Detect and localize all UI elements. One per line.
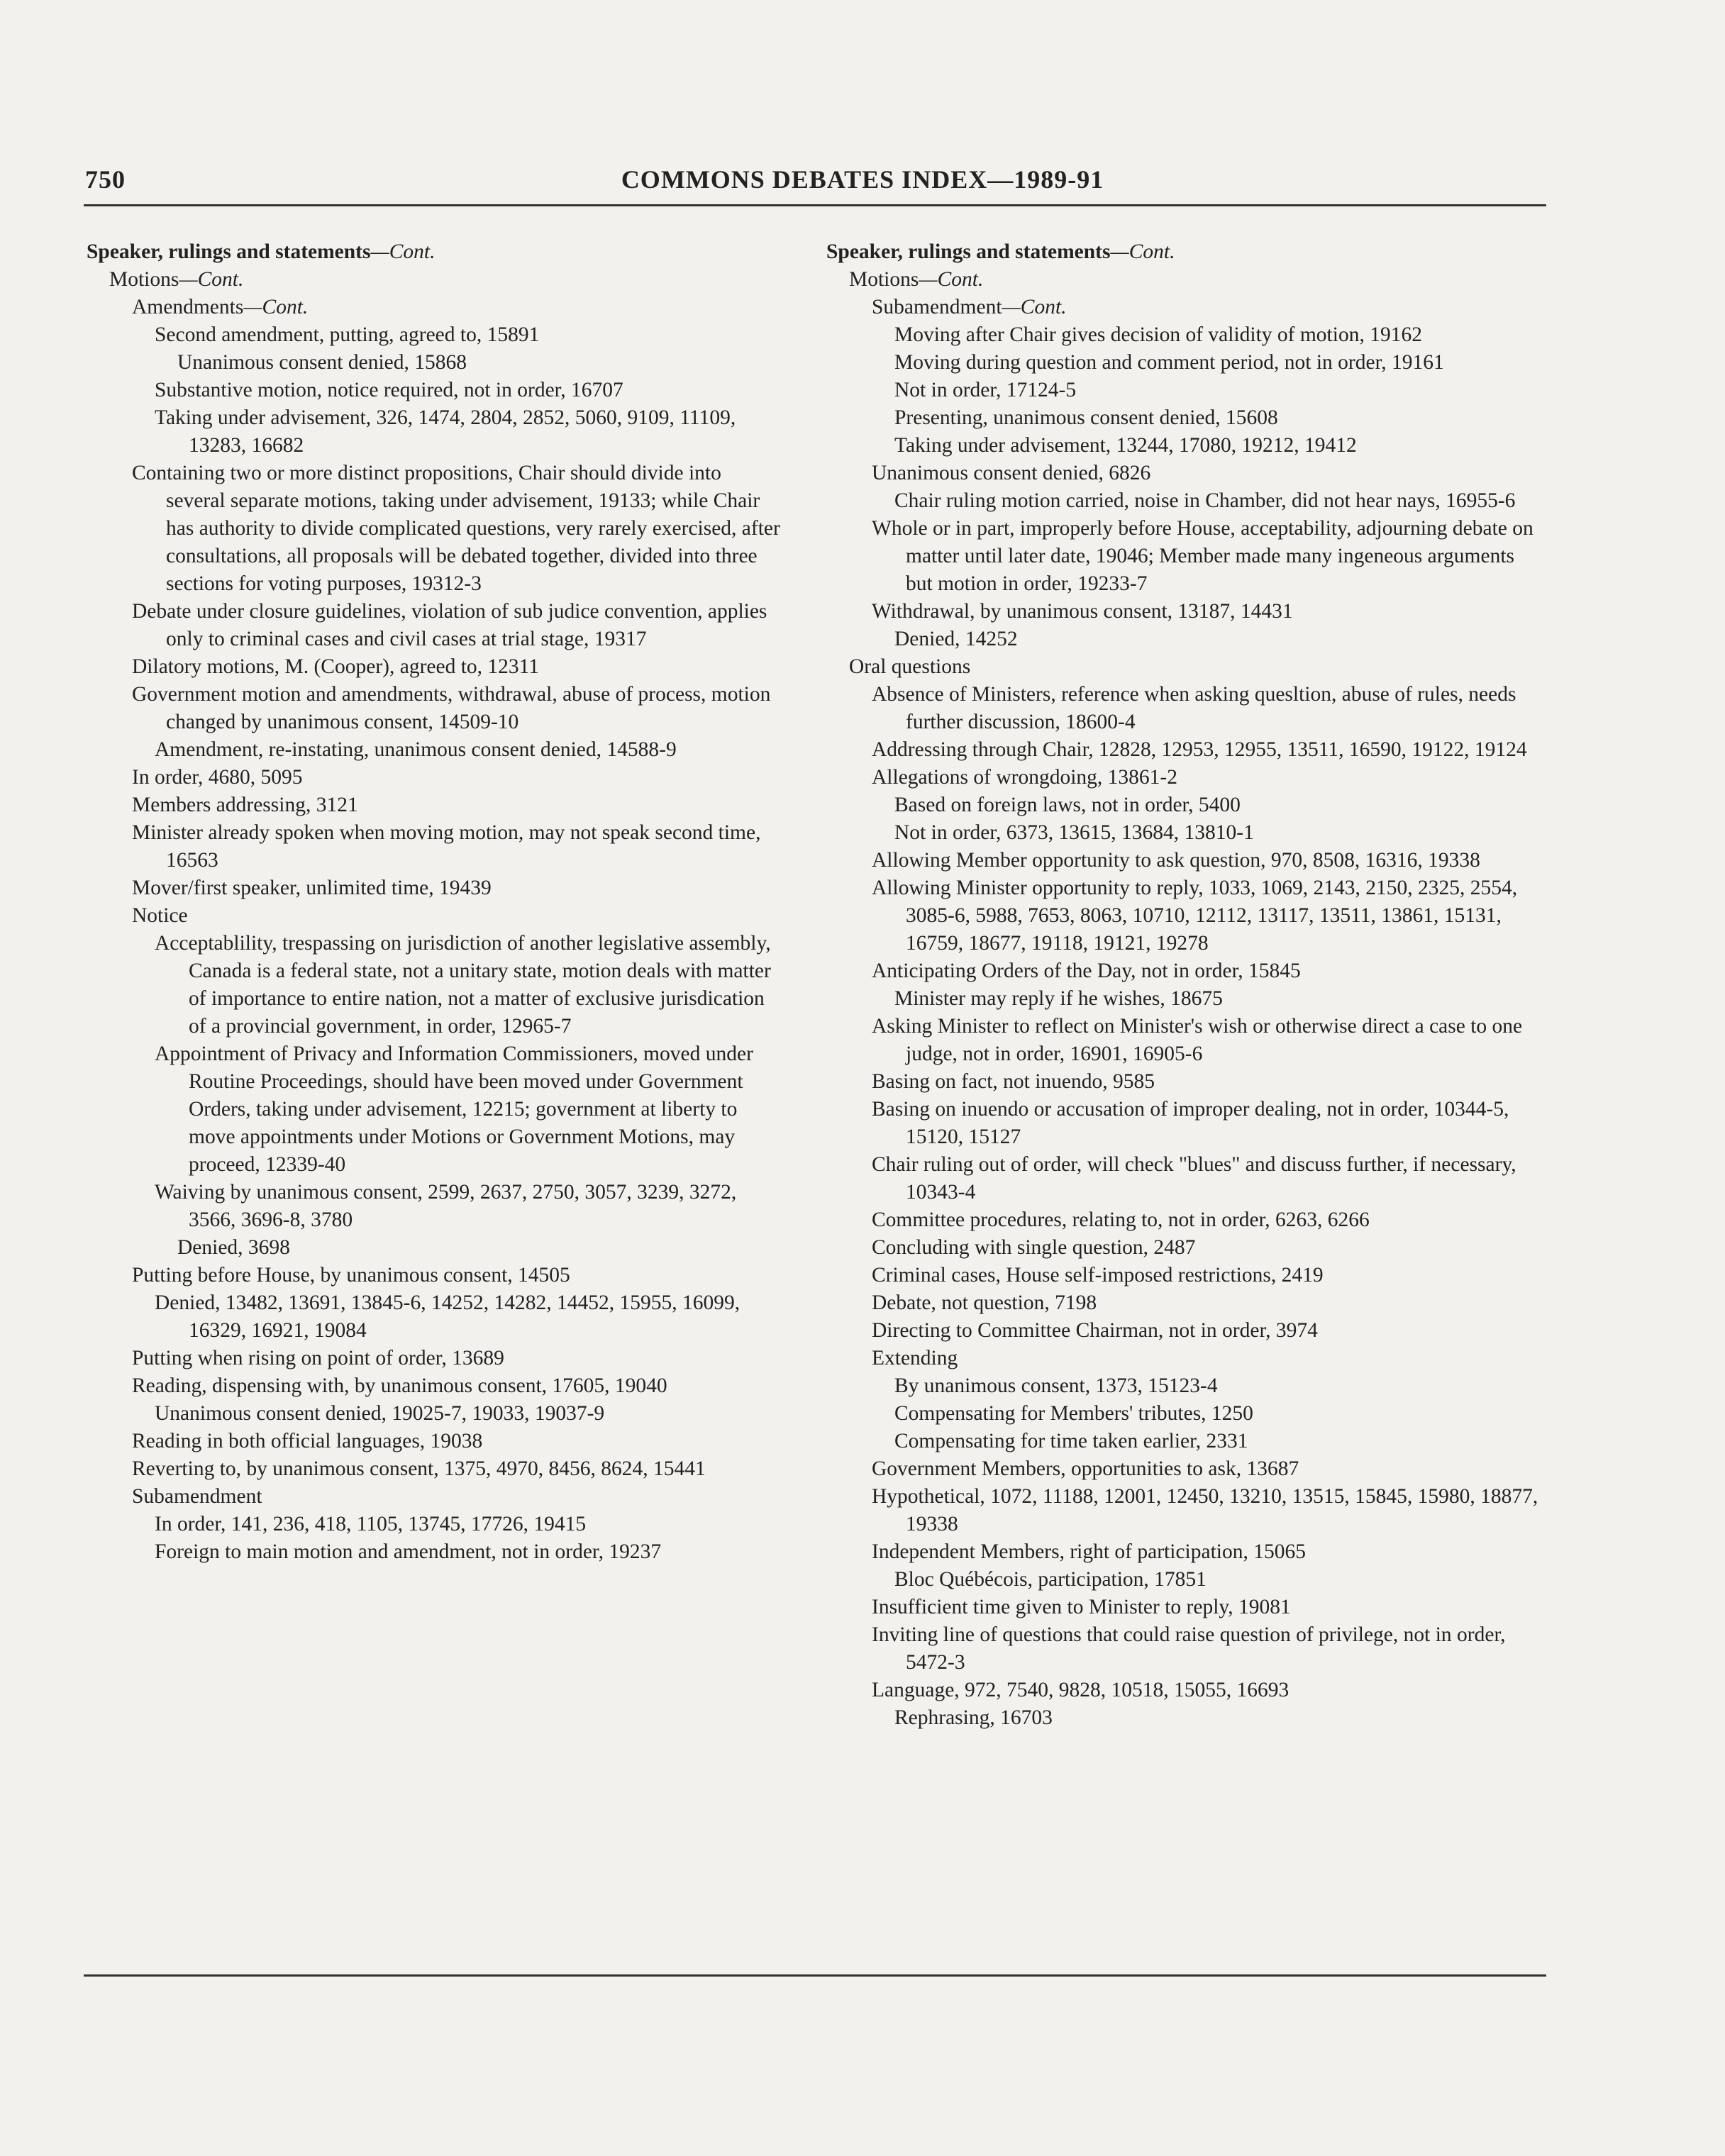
- index-entry-text: Basing on fact, not inuendo, 9585: [872, 1070, 1155, 1093]
- index-entry: [155, 1289, 782, 1345]
- index-entry: [177, 1234, 782, 1262]
- index-entry-text: Compensating for time taken earlier, 2331: [894, 1430, 1248, 1452]
- index-entry: [894, 1372, 1546, 1400]
- index-entry-text: Second amendment, putting, agreed to, 15891: [155, 323, 540, 346]
- index-entry: [155, 377, 782, 404]
- index-entry-text: Unanimous consent denied, 6826: [872, 462, 1151, 484]
- index-entry-text: Independent Members, right of participation, 15065: [872, 1540, 1306, 1563]
- index-entry-text: Speaker, rulings and statements: [87, 240, 371, 263]
- index-entry: [872, 957, 1546, 985]
- index-entry-text: Presenting, unanimous consent denied, 15608: [894, 406, 1278, 429]
- index-entry: [132, 681, 782, 736]
- index-entry: [872, 1262, 1546, 1289]
- page-title: COMMONS DEBATES INDEX—1989-91: [621, 165, 1104, 194]
- index-entry: [894, 1400, 1546, 1428]
- index-entry-text: Rephrasing, 16703: [894, 1706, 1053, 1729]
- index-entry: [894, 626, 1546, 653]
- index-entry-text: Dilatory motions, M. (Cooper), agreed to, 12311: [132, 655, 540, 678]
- index-entry: [894, 819, 1546, 847]
- index-entry-text: Hypothetical, 1072, 11188, 12001, 12450, 13210, 13515, 15845, 15980, 18877, 19338: [872, 1485, 1538, 1535]
- index-entry-text: Appointment of Privacy and Information Commissioners, moved under Routine Proceedings, should have been moved under Government Orders, taking under advisement, 12215; government at liberty to move appointments under Motions or Government Motions, may proceed, 12339-40: [155, 1043, 753, 1176]
- index-entry: [155, 930, 782, 1040]
- index-entry: [894, 791, 1546, 819]
- index-entry: [872, 874, 1546, 957]
- index-entry: [109, 266, 782, 294]
- index-entry-text: Inviting line of questions that could raise question of privilege, not in order, 5472-3: [872, 1623, 1506, 1674]
- index-entry-text: Not in order, 17124-5: [894, 379, 1077, 401]
- index-entry: [132, 1262, 782, 1289]
- index-entry: [132, 819, 782, 874]
- index-entry: [872, 736, 1546, 764]
- index-entry-text: In order, 4680, 5095: [132, 766, 303, 789]
- index-entry-text: Motions: [109, 268, 179, 291]
- index-entry-text: Committee procedures, relating to, not in order, 6263, 6266: [872, 1208, 1370, 1231]
- index-entry: [872, 1594, 1546, 1621]
- continued-marker: —Cont.: [919, 268, 984, 291]
- index-entry-text: Allegations of wrongdoing, 13861-2: [872, 766, 1177, 789]
- index-entry-text: Denied, 3698: [177, 1236, 290, 1259]
- continued-marker: —Cont.: [243, 296, 309, 318]
- index-entry-text: Addressing through Chair, 12828, 12953, 12955, 13511, 16590, 19122, 19124: [872, 738, 1527, 761]
- right-column: [826, 238, 1546, 1732]
- index-entry: [894, 321, 1546, 349]
- index-entry-text: Amendment, re-instating, unanimous consent denied, 14588-9: [155, 738, 677, 761]
- index-entry: [872, 294, 1546, 321]
- index-entry: [894, 985, 1546, 1013]
- index-entry: [132, 1483, 782, 1511]
- index-entry-text: Debate, not question, 7198: [872, 1291, 1097, 1314]
- index-entry: [132, 1345, 782, 1372]
- index-entry-text: Allowing Member opportunity to ask question, 970, 8508, 16316, 19338: [872, 849, 1480, 872]
- index-entry: [826, 238, 1546, 266]
- index-entry: [132, 294, 782, 321]
- index-entry-text: Moving during question and comment period, not in order, 19161: [894, 351, 1444, 374]
- index-entry: [849, 653, 1546, 681]
- index-entry-text: Bloc Québécois, participation, 17851: [894, 1568, 1207, 1591]
- index-entry-text: Based on foreign laws, not in order, 5400: [894, 794, 1241, 816]
- index-entry-text: Minister already spoken when moving motion, may not speak second time, 16563: [132, 821, 761, 872]
- index-entry: [872, 1068, 1546, 1096]
- index-entry: [177, 349, 782, 377]
- index-entry-text: Chair ruling motion carried, noise in Chamber, did not hear nays, 16955-6: [894, 489, 1516, 512]
- index-entry: [872, 1677, 1546, 1704]
- index-entry: [132, 460, 782, 598]
- index-entry: [132, 902, 782, 930]
- index-entry-text: Acceptablility, trespassing on jurisdiction of another legislative assembly, Canada is a federal state, not a unitary state, motion deals with matter of importance to entire nation, not a matter of exclusive jurisdication of a provincial government, in order, 12965-7: [155, 932, 771, 1038]
- index-entry: [155, 404, 782, 460]
- index-entry: [155, 1400, 782, 1428]
- index-entry-text: Basing on inuendo or accusation of improper dealing, not in order, 10344-5, 15120, 15127: [872, 1098, 1509, 1148]
- index-entry-text: Compensating for Members' tributes, 1250: [894, 1402, 1253, 1425]
- index-entry: [894, 1428, 1546, 1455]
- index-entry: [872, 1455, 1546, 1483]
- index-entry-text: By unanimous consent, 1373, 15123-4: [894, 1374, 1218, 1397]
- index-entry-text: Debate under closure guidelines, violation of sub judice convention, applies only to criminal cases and civil cases at trial stage, 19317: [132, 600, 767, 650]
- index-entry: [894, 1704, 1546, 1732]
- index-entry-text: Members addressing, 3121: [132, 794, 358, 816]
- index-entry-text: Reverting to, by unanimous consent, 1375, 4970, 8456, 8624, 15441: [132, 1457, 706, 1480]
- index-entry: [894, 432, 1546, 460]
- index-entry-text: Taking under advisement, 326, 1474, 2804, 2852, 5060, 9109, 11109, 13283, 16682: [155, 406, 736, 457]
- index-entry-text: Government motion and amendments, withdrawal, abuse of process, motion changed by unanimous consent, 14509-10: [132, 683, 771, 733]
- page-number: 750: [85, 165, 126, 194]
- index-entry: [872, 1234, 1546, 1262]
- index-entry: [894, 487, 1546, 515]
- index-entry: [872, 1317, 1546, 1345]
- index-entry-text: Mover/first speaker, unlimited time, 19439: [132, 877, 492, 899]
- index-entry: [872, 847, 1546, 874]
- index-entry-text: Speaker, rulings and statements: [826, 240, 1111, 263]
- index-entry: [155, 1538, 782, 1566]
- index-entry-text: Government Members, opportunities to ask, 13687: [872, 1457, 1299, 1480]
- index-entry-text: Amendments: [132, 296, 244, 318]
- index-entry: [155, 321, 782, 349]
- index-entry-text: Whole or in part, improperly before House, acceptability, adjourning debate on matter until later date, 19046; Member made many ingeneous arguments but motion in order, 19233-7: [872, 517, 1533, 595]
- index-entry: [132, 791, 782, 819]
- index-entry-text: Withdrawal, by unanimous consent, 13187, 14431: [872, 600, 1293, 623]
- index-entry-text: Taking under advisement, 13244, 17080, 19212, 19412: [894, 434, 1357, 457]
- index-entry: [872, 1289, 1546, 1317]
- index-entry-text: Concluding with single question, 2487: [872, 1236, 1196, 1259]
- index-entry: [132, 764, 782, 791]
- index-entry: [132, 653, 782, 681]
- index-entry-text: In order, 141, 236, 418, 1105, 13745, 17726, 19415: [155, 1513, 587, 1535]
- index-entry: [894, 349, 1546, 377]
- index-entry: [872, 1206, 1546, 1234]
- index-entry: [872, 1538, 1546, 1566]
- index-entry-text: Subamendment: [872, 296, 1002, 318]
- index-entry: [894, 377, 1546, 404]
- index-entry: [132, 1455, 782, 1483]
- continued-marker: —Cont.: [179, 268, 244, 291]
- index-entry-text: Anticipating Orders of the Day, not in order, 15845: [872, 960, 1301, 982]
- index-entry: [872, 1013, 1546, 1068]
- index-entry-text: Absence of Ministers, reference when asking quesltion, abuse of rules, needs further discussion, 18600-4: [872, 683, 1516, 733]
- index-entry: [872, 515, 1546, 598]
- index-entry-text: Unanimous consent denied, 19025-7, 19033, 19037-9: [155, 1402, 605, 1425]
- index-entry-text: Language, 972, 7540, 9828, 10518, 15055, 16693: [872, 1679, 1289, 1701]
- index-entry: [872, 1096, 1546, 1151]
- index-entry: [872, 1151, 1546, 1206]
- index-entry: [132, 1428, 782, 1455]
- index-entry: [155, 1040, 782, 1179]
- index-entry-text: Asking Minister to reflect on Minister's wish or otherwise direct a case to one judge, not in order, 16901, 16905-6: [872, 1015, 1523, 1065]
- index-entry-text: Directing to Committee Chairman, not in order, 3974: [872, 1319, 1318, 1342]
- continued-marker: —Cont.: [1002, 296, 1067, 318]
- index-entry-text: Putting when rising on point of order, 13689: [132, 1347, 504, 1369]
- index-entry-text: Unanimous consent denied, 15868: [177, 351, 467, 374]
- footer-rule: [84, 1974, 1546, 1977]
- index-entry-text: Minister may reply if he wishes, 18675: [894, 987, 1223, 1010]
- index-entry-text: Reading in both official languages, 19038: [132, 1430, 483, 1452]
- index-entry: [132, 1372, 782, 1400]
- index-entry-text: Denied, 14252: [894, 628, 1018, 650]
- index-entry: [872, 460, 1546, 487]
- index-entry-text: Putting before House, by unanimous consent, 14505: [132, 1264, 570, 1287]
- index-entry-text: Extending: [872, 1347, 958, 1369]
- index-entry: [155, 1511, 782, 1538]
- continued-marker: —Cont.: [1110, 240, 1175, 263]
- index-entry-text: Subamendment: [132, 1485, 262, 1508]
- index-entry: [132, 874, 782, 902]
- index-entry: [155, 736, 782, 764]
- index-entry-text: Motions: [849, 268, 919, 291]
- index-entry: [894, 1566, 1546, 1594]
- continued-marker: —Cont.: [370, 240, 436, 263]
- header-rule: [84, 204, 1546, 206]
- index-entry-text: Waiving by unanimous consent, 2599, 2637, 2750, 3057, 3239, 3272, 3566, 3696-8, 3780: [155, 1181, 737, 1231]
- index-entry-text: Notice: [132, 904, 188, 927]
- index-entry-text: Substantive motion, notice required, not in order, 16707: [155, 379, 623, 401]
- index-entry-text: Not in order, 6373, 13615, 13684, 13810-1: [894, 821, 1254, 844]
- index-entry: [155, 1179, 782, 1234]
- index-entry-text: Moving after Chair gives decision of validity of motion, 19162: [894, 323, 1422, 346]
- index-entry: [872, 598, 1546, 626]
- index-entry-text: Chair ruling out of order, will check "blues" and discuss further, if necessary, 10343-4: [872, 1153, 1516, 1204]
- index-entry: [872, 1621, 1546, 1677]
- index-entry: [849, 266, 1546, 294]
- index-entry-text: Containing two or more distinct propositions, Chair should divide into several separate motions, taking under advisement, 19133; while Chair has authority to divide complicated questions, very rarely exercised, after consultations, all proposals will be debated together, divided into three sections for voting purposes, 19312-3: [132, 462, 780, 595]
- left-column: [87, 238, 782, 1566]
- index-entry: [872, 681, 1546, 736]
- index-entry-text: Denied, 13482, 13691, 13845-6, 14252, 14282, 14452, 15955, 16099, 16329, 16921, 19084: [155, 1291, 741, 1342]
- index-entry-text: Reading, dispensing with, by unanimous consent, 17605, 19040: [132, 1374, 667, 1397]
- index-entry-text: Criminal cases, House self-imposed restrictions, 2419: [872, 1264, 1324, 1287]
- index-entry: [872, 764, 1546, 791]
- index-entry-text: Foreign to main motion and amendment, not in order, 19237: [155, 1540, 662, 1563]
- index-entry: [894, 404, 1546, 432]
- index-entry: [872, 1345, 1546, 1372]
- index-entry: [87, 238, 782, 266]
- index-entry: [872, 1483, 1546, 1538]
- index-entry-text: Allowing Minister opportunity to reply, 1033, 1069, 2143, 2150, 2325, 2554, 3085-6, 5988, 7653, 8063, 10710, 12112, 13117, 13511, 13861, 15131, 16759, 18677, 19118, 19121, 19278: [872, 877, 1518, 955]
- index-entry-text: Insufficient time given to Minister to reply, 19081: [872, 1596, 1291, 1618]
- index-entry-text: Oral questions: [849, 655, 971, 678]
- index-entry: [132, 598, 782, 653]
